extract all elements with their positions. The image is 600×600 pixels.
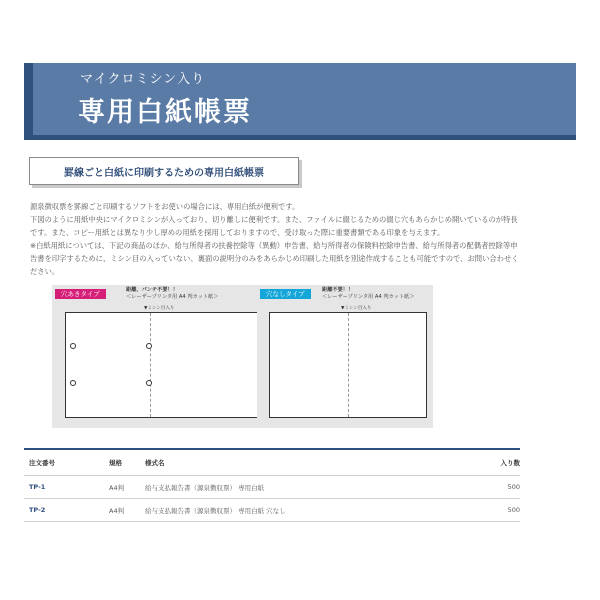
section-heading: 罫線ごと白紙に印刷するための専用白紙帳票: [64, 167, 264, 179]
header-order-number: 注文番号: [29, 459, 55, 467]
diagram-without-holes: [257, 285, 433, 428]
quantity: 500: [507, 483, 520, 491]
diagram-note-line: 距離不要！！: [322, 287, 354, 293]
header-quantity: 入り数: [500, 459, 520, 467]
diagram-note: [322, 287, 414, 301]
perforation-line: [348, 313, 349, 417]
spec: A4判: [109, 506, 125, 515]
form-name: 給与支払報告書（源泉徴収票） 専用白紙 穴なし: [145, 506, 286, 515]
description-line: です。また、コピー用紙とは異なり少し厚めの用紙を採用しておりますので、受け取った際に重要書類である印象を与えます。: [30, 228, 445, 237]
description-line: 告書を印字するために、ミシン目の入っていない、裏面の説明分のみをあらかじめ印刷した用紙を別途作成することも可能ですので、お問い合わせく: [30, 254, 519, 263]
table-row: [24, 476, 520, 499]
type-tag-no-holes: 穴なしタイプ: [260, 289, 311, 299]
punch-hole-icon: [70, 380, 76, 386]
paper-sheet: [269, 312, 427, 418]
header-spec: 規格: [109, 459, 122, 467]
product-table: [24, 448, 520, 522]
punch-hole-icon: [70, 343, 76, 349]
section-heading-box: [29, 157, 299, 185]
diagram-with-holes: [52, 285, 284, 428]
perforation-line: [150, 313, 151, 417]
header-form-name: 様式名: [145, 459, 165, 467]
banner-title: 専用白紙帳票: [78, 97, 252, 128]
form-name: 給与支払報告書（源泉徴収票） 専用白紙: [145, 483, 265, 492]
order-number: TP-1: [29, 483, 46, 491]
perforation-label: ▼ミシン目入り: [144, 306, 175, 311]
description-line: 下図のように用紙中央にマイクロミシンが入っており、切り離しに便利です。また、ファイルに綴じるための綴じ穴もあらかじめ開いているのが特長: [30, 215, 518, 224]
description: [30, 200, 578, 278]
description-line: ※白紙用紙については、下記の商品のほか、給与所得者の扶養控除等（異動）申告書、給与所得者の保険料控除申告書、給与所得者の配偶者控除等申: [30, 241, 518, 250]
diagram-note-line: ＜レーザープリンタ用 A4 判カット紙＞: [322, 294, 415, 300]
description-line: ださい。: [30, 267, 60, 276]
type-tag-holes: 穴あきタイプ: [55, 289, 106, 299]
punch-hole-icon: [146, 343, 152, 349]
description-line: 源泉徴収票を罫線ごと印刷するソフトをお使いの場合には、専用白紙が便利です。: [30, 202, 300, 211]
banner-bottom-bar: [24, 135, 576, 140]
perforation-label: ▼ミシン目入り: [341, 306, 372, 311]
order-number: TP-2: [29, 506, 46, 514]
diagram-note: [126, 287, 218, 301]
table-header-row: [24, 450, 520, 476]
banner-subtitle: マイクロミシン入り: [80, 72, 206, 87]
title-banner: [24, 63, 576, 140]
banner-accent-stripe: [24, 63, 33, 140]
diagram-note-line: 距離、パンチ不要！！: [126, 287, 178, 293]
punch-hole-icon: [146, 380, 152, 386]
diagram-note-line: ＜レーザープリンタ用 A4 判カット紙＞: [126, 294, 219, 300]
paper-sheet: [65, 312, 268, 418]
quantity: 500: [507, 506, 520, 514]
spec: A4判: [109, 483, 125, 492]
table-row: [24, 499, 520, 522]
